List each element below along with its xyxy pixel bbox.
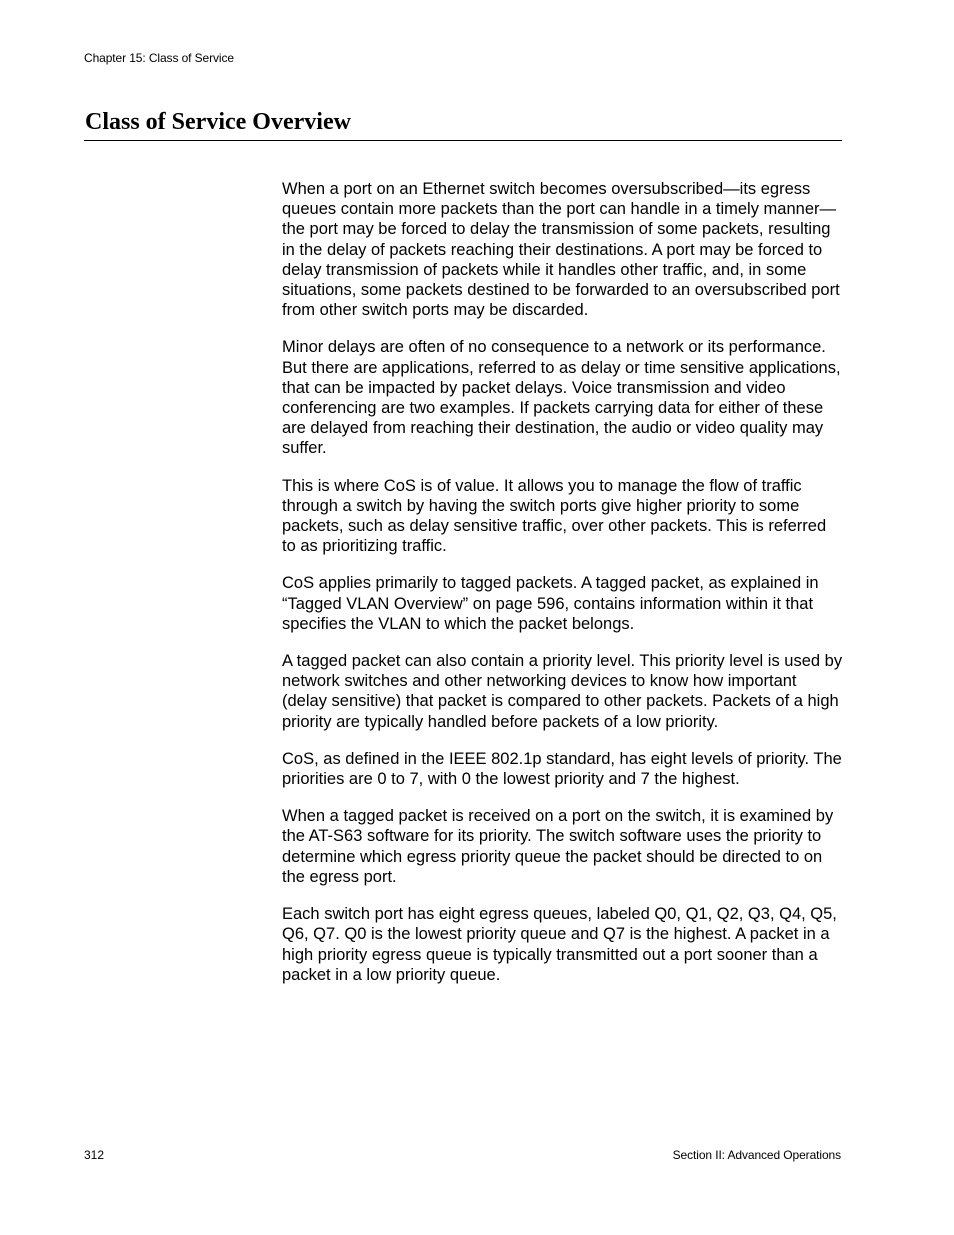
paragraph-ieee-8021p: CoS, as defined in the IEEE 802.1p standard, has eight levels of priority. The priorities are 0 to 7, with 0 the lowest priority and 7 the highest. xyxy=(282,749,842,789)
paragraph-oversubscription: When a port on an Ethernet switch becomes oversubscribed—its egress queues contain more packets than the port can handle in a timely manner—the port may be forced to delay the transmission of some packets, resulting in the delay of packets reaching their destinations. A port may be forced to delay transmission of packets while it handles other traffic, and, in some situations, some packets destined to be forwarded to an oversubscribed port from other switch ports may be discarded. xyxy=(282,180,840,320)
body-text xyxy=(282,179,844,1002)
paragraph-minor-delays: Minor delays are often of no consequence to a network or its performance. But there are applications, referred to as delay or time sensitive applications, that can be impacted by packet delays. Voice transmission and video conferencing are two examples. If packets carrying data for either of these are delayed from reaching their destination, the audio or video quality may suffer. xyxy=(282,338,841,458)
paragraph-egress-queues: Each switch port has eight egress queues, labeled Q0, Q1, Q2, Q3, Q4, Q5, Q6, Q7. Q0 is the lowest priority queue and Q7 is the highest. A packet in a high priority egress queue is typically transmitted out a port sooner than a packet in a low priority queue. xyxy=(282,905,837,984)
paragraph-tagged-packets: CoS applies primarily to tagged packets. A tagged packet, as explained in “Tagged VLAN Overview” on page 596, contains information within it that specifies the VLAN to which the packet belongs. xyxy=(282,574,819,633)
page-number: 312 xyxy=(84,1148,105,1162)
running-header: Chapter 15: Class of Service xyxy=(84,51,234,65)
running-footer: Section II: Advanced Operations xyxy=(672,1148,841,1162)
paragraph-priority-level: A tagged packet can also contain a priority level. This priority level is used by network switches and other networking devices to know how important (delay sensitive) that packet is compared to other packets. Packets of a high priority are typically handled before packets of a low priority. xyxy=(282,652,843,731)
paragraph-cos-value: This is where CoS is of value. It allows you to manage the flow of traffic through a switch by having the switch ports give higher priority to some packets, such as delay sensitive traffic, over other packets. This is referred to as prioritizing traffic. xyxy=(282,476,827,556)
title-rule xyxy=(84,140,842,141)
section-title: Class of Service Overview xyxy=(85,109,351,135)
paragraph-priority-examination: When a tagged packet is received on a port on the switch, it is examined by the AT-S63 software for its priority. The switch software uses the priority to determine which egress priority queue the packet should be directed to on the egress port. xyxy=(282,807,834,886)
